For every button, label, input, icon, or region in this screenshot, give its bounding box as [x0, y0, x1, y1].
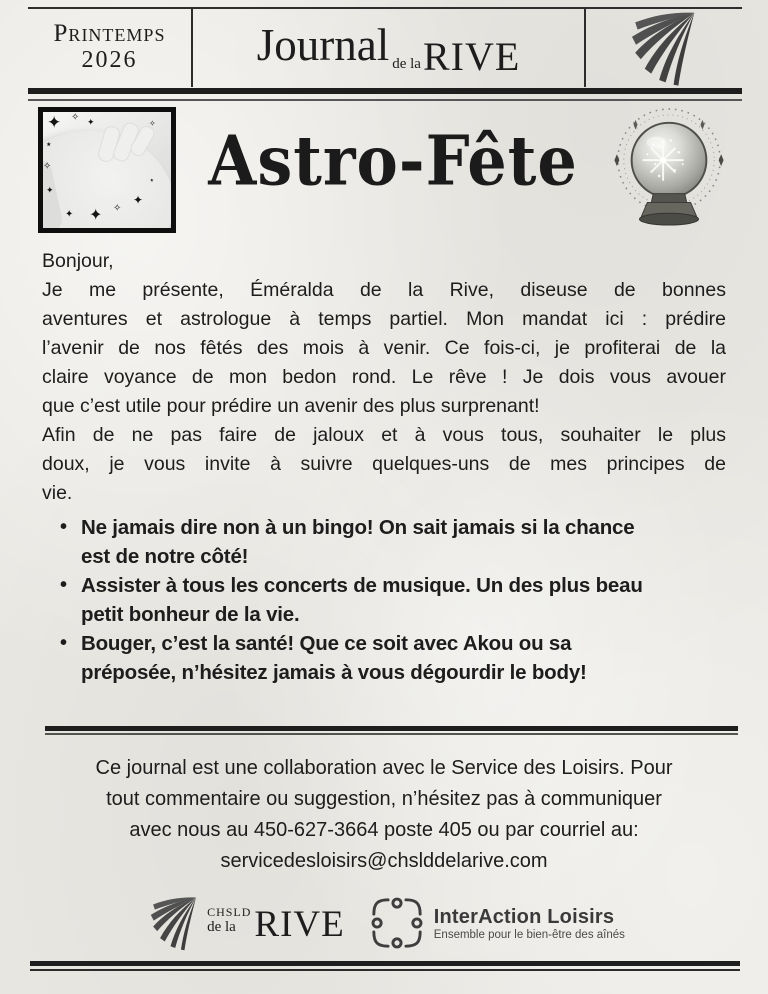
- star-icon: ✦: [133, 193, 144, 207]
- paragraph-line: aventures et astrologue à temps partiel. Mon mandat ici : prédire: [42, 308, 726, 330]
- footer-email: servicedesloisirs@chslddelarive.com: [220, 850, 548, 872]
- interaction-loisirs-icon: [371, 897, 423, 949]
- header-thick-rule: [28, 88, 742, 94]
- pregnant-belly-photo: [38, 107, 176, 233]
- chsld-label: CHSLD: [207, 904, 252, 919]
- chsld-de-la-rive-logo: [143, 894, 345, 952]
- star-icon: ✧: [43, 161, 52, 172]
- header-logo-box: [586, 9, 742, 87]
- masthead-rive: RIVE: [422, 34, 521, 79]
- list-item: [42, 629, 726, 687]
- page-bottom-thin-rule: [30, 969, 740, 971]
- footer-line: tout commentaire ou suggestion, n’hésitez pas à communiquer: [106, 788, 662, 810]
- interaction-tagline: Ensemble pour le bien-être des aînés: [433, 928, 625, 941]
- footer-line: Ce journal est une collaboration avec le Service des Loisirs. Pour: [95, 757, 673, 779]
- chsld-rive: RIVE: [254, 903, 345, 945]
- partner-logos: [0, 891, 768, 955]
- star-icon: ✧: [71, 112, 80, 123]
- footer-note: [40, 753, 728, 877]
- header-thin-rule: [28, 99, 742, 101]
- feature-band: [28, 104, 742, 236]
- interaction-name: InterAction Loisirs: [433, 905, 615, 928]
- star-icon: ✦: [46, 185, 54, 195]
- star-icon: ✦: [87, 117, 95, 127]
- star-icon: ⋆: [45, 137, 53, 151]
- principles-list: [42, 513, 726, 687]
- paragraph-line: Afin de ne pas faire de jaloux et à vous tous, souhaiter le plus: [42, 424, 726, 446]
- list-item: [42, 571, 726, 629]
- paragraph-line: que c’est utile pour prédire un avenir des plus surprenant!: [42, 395, 540, 417]
- bullet-icon: •: [60, 574, 68, 596]
- star-icon: ⋆: [149, 175, 155, 185]
- paragraph-line: claire voyance de mon bedon rond. Le rêve ! Je dois vous avouer: [42, 366, 726, 388]
- star-icon: ✦: [47, 113, 62, 132]
- bullet-line: est de notre côté!: [81, 545, 249, 568]
- footer-line: avec nous au 450-627-3664 poste 405 ou par courriel au:: [129, 819, 639, 841]
- list-item: [42, 513, 726, 571]
- footer-top-thin-rule: [45, 733, 738, 735]
- feature-title: Astro-Fête: [208, 119, 578, 201]
- bullet-line: Assister à tous les concerts de musique. Un des plus beau: [81, 574, 643, 597]
- crystal-ball-icon: [610, 105, 728, 235]
- masthead-journal: Journal: [256, 20, 390, 70]
- bullet-icon: •: [60, 516, 68, 538]
- bullet-line: Ne jamais dire non à un bingo! On sait jamais si la chance: [81, 516, 635, 539]
- star-icon: ✦: [65, 209, 74, 220]
- paragraph-line: doux, je vous invite à suivre quelques-uns de mes principes de: [42, 453, 726, 475]
- issue-box: [28, 9, 191, 87]
- page-bottom-rule: [30, 961, 740, 966]
- star-icon: ✧: [113, 203, 122, 214]
- paragraph-line: l’avenir de nos fêtés des mois à venir. Ce fois-ci, je profiterai de la: [42, 337, 726, 359]
- footer-top-rule: [45, 726, 738, 731]
- paragraph-line: Je me présente, Éméralda de la Rive, diseuse de bonnes: [42, 279, 726, 301]
- star-icon: ✦: [89, 207, 103, 224]
- rive-fan-logo-icon: [143, 894, 205, 952]
- star-icon: ✧: [149, 119, 156, 128]
- bullet-icon: •: [60, 632, 68, 654]
- bullet-line: préposée, n’hésitez jamais à vous dégourdir le body!: [81, 661, 587, 684]
- bullet-line: Bouger, c’est la santé! Que ce soit avec Akou ou sa: [81, 632, 572, 655]
- masthead-de-la: de la: [392, 56, 421, 72]
- chsld-de-la: de la: [207, 918, 236, 935]
- header: [28, 9, 742, 87]
- issue-season: Printemps: [53, 20, 166, 48]
- rive-fan-logo-icon: [620, 8, 708, 88]
- issue-year: 2026: [81, 47, 138, 74]
- interaction-loisirs-logo: [371, 897, 625, 949]
- paragraph-line: vie.: [42, 482, 73, 504]
- masthead: [193, 9, 584, 87]
- article-body: [42, 247, 726, 687]
- greeting: Bonjour,: [42, 250, 114, 272]
- bullet-line: petit bonheur de la vie.: [81, 603, 300, 626]
